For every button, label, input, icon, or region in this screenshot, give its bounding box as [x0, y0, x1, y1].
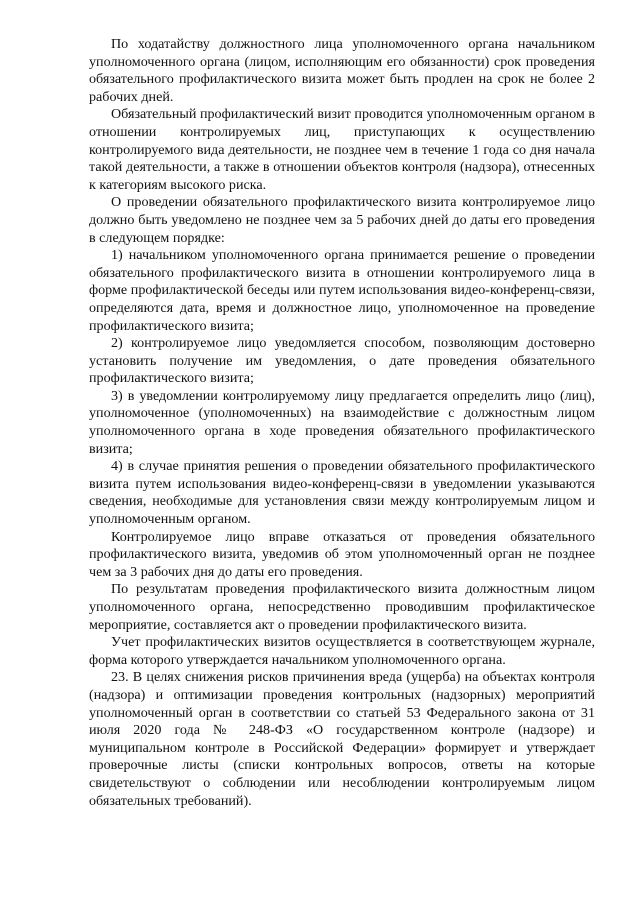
paragraph-visit-act: По результатам проведения профилактического визита должностным лицом уполномоченного органа, непосредственно проводившим профилактическое мероприятие, составляется акт о проведении профилактического визита. [89, 581, 595, 633]
list-item-2: 2) контролируемое лицо уведомляется способом, позволяющим достоверно установить получение им уведомления, о дате проведения обязательного профилактического визита; [89, 335, 595, 387]
paragraph-mandatory-visit: Обязательный профилактический визит проводится уполномоченным органом в отношении контролируемых лиц, приступающих к осуществлению контролируемого вида деятельности, не позднее чем в течение 1 года со дня начала такой деятельности, а также в отношении объектов контроля (надзора), отнесенных к категориям высокого риска. [89, 106, 595, 193]
paragraph-notification-order: О проведении обязательного профилактического визита контролируемое лицо должно быть уведомлено не позднее чем за 5 рабочих дней до даты его проведения в следующем порядке: [89, 194, 595, 246]
list-item-4: 4) в случае принятия решения о проведении обязательного профилактического визита путем использования видео-конференц-связи в уведомлении указываются сведения, необходимые для установления связи между контролируемым лицом и уполномоченным органом. [89, 458, 595, 528]
list-item-3: 3) в уведомлении контролируемому лицу предлагается определить лицо (лиц), уполномоченное (уполномоченных) на взаимодействие с должностным лицом уполномоченного органа в ходе проведения обязательного профилактического визита; [89, 387, 595, 457]
paragraph-section-23: 23. В целях снижения рисков причинения вреда (ущерба) на объектах контроля (надзора) и оптимизации проведения контрольных (надзорных) мероприятий уполномоченный орган в соответствии со статьей 53 Федерального закона от 31 июля 2020 года № 248-ФЗ «О государственном контроле (надзоре) и муниципальном контроле в Российской Федерации» формирует и утверждает проверочные листы (списки контрольных вопросов, ответы на которые свидетельствуют о соблюдении или несоблюдении контролируемым лицом обязательных требований). [89, 669, 595, 809]
paragraph-journal: Учет профилактических визитов осуществляется в соответствующем журнале, форма которого утверждается начальником уполномоченного органа. [89, 634, 595, 668]
paragraph-extension-term: По ходатайству должностного лица уполномоченного органа начальником уполномоченного органа (лицом, исполняющим его обязанности) срок проведения обязательного профилактического визита может быть продлен на срок не более 2 рабочих дней. [89, 36, 595, 105]
list-item-1: 1) начальником уполномоченного органа принимается решение о проведении обязательного профилактического визита в отношении контролируемого лица в форме профилактической беседы или путем использования видео-конференц-связи, определяются дата, время и должностное лицо, уполномоченное на проведение профилактического визита; [89, 247, 595, 334]
document-page [89, 36, 595, 810]
paragraph-refusal: Контролируемое лицо вправе отказаться от проведения обязательного профилактического визита, уведомив об этом уполномоченный орган не позднее чем за 3 рабочих дня до даты его проведения. [89, 528, 595, 580]
